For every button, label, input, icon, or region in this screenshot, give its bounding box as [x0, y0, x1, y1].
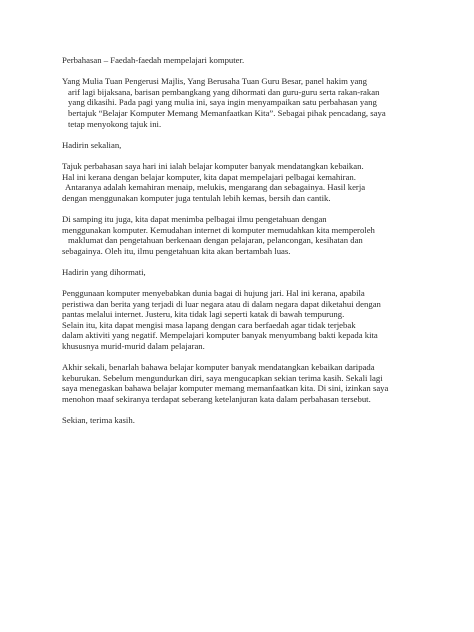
paragraph-line: sebagainya. Oleh itu, ilmu pengetahuan kita akan bertambah luas. [62, 245, 291, 256]
paragraph-line: Hal ini kerana dengan belajar komputer, kita dapat mempelajari pelbagai kemahiran. [62, 171, 356, 182]
paragraph-line: peristiwa dan berita yang terjadi di luar negara atau di dalam negara dapat diketahui dengan [62, 298, 381, 309]
paragraph-line: dengan menggunakan komputer juga tentulah lebih kemas, bersih dan cantik. [62, 192, 331, 203]
paragraph-line: menohon maaf sekiranya terdapat seberang ketelanjuran kata dalam perbahasan tersebut. [62, 394, 371, 404]
paragraph-line: Akhir sekali, benarlah bahawa belajar komputer banyak mendatangkan kebaikan daripada [62, 362, 375, 373]
paragraph-4 [62, 288, 447, 352]
paragraph-line: menggunakan komputer. Kemudahan internet di komputer memudahkan kita memperoleh [62, 224, 375, 235]
paragraph-line: Selain itu, kita dapat mengisi masa lapang dengan cara berfaedah agar tidak terjebak [62, 319, 356, 330]
paragraph-line: bertajuk “Belajar Komputer Memang Memanfaatkan Kita”. Sebagai pihak pencadang, saya [68, 107, 386, 118]
paragraph-line: tetap menyokong tajuk ini. [68, 118, 162, 129]
paragraph-line: Antaranya adalah kemahiran menaip, melukis, mengarang dan sebagainya. Hasil kerja [65, 182, 366, 193]
opening-paragraph [62, 76, 447, 129]
document-title: Perbahasan – Faedah-faedah mempelajari komputer. [62, 55, 245, 65]
paragraph-line: Tajuk perbahasan saya hari ini ialah belajar komputer banyak mendatangkan kebaikan. [62, 160, 364, 171]
paragraph-3 [62, 214, 447, 256]
paragraph-line: maklumat dan pengetahuan berkenaan dengan pelajaran, pelancongan, kesihatan dan [68, 235, 363, 246]
paragraph-line: Yang Mulia Tuan Pengerusi Majlis, Yang Berusaha Tuan Guru Besar, panel hakim yang [62, 76, 367, 87]
closing-line: Sekian, terima kasih. [62, 415, 135, 426]
paragraph-line: pantas melalui internet. Justeru, kita tidak lagi seperti katak di bawah tempurung. [62, 309, 345, 320]
paragraph-2 [62, 161, 447, 203]
paragraph-line: khususnya murid-murid dalam pelajaran. [62, 341, 205, 352]
greeting-2: Hadirin yang dihormati, [62, 266, 146, 277]
paragraph-line: keburukan. Sebelum mengundurkan diri, saya mengucapkan sekian terima kasih. Sekali lagi [62, 372, 383, 383]
paragraph-line: Di samping itu juga, kita dapat menimba pelbagai ilmu pengetahuan dengan [62, 213, 327, 224]
paragraph-line: arif lagi bijaksana, barisan pembangkang yang dihormati dan guru-guru serta rakan-rakan [68, 86, 380, 97]
paragraph-5 [62, 362, 447, 404]
paragraph-line: yang dikasihi. Pada pagi yang mulia ini, saya ingin menyampaikan satu perbahasan yang [68, 97, 377, 108]
greeting-1: Hadirin sekalian, [62, 139, 122, 150]
paragraph-line: saya menegaskan bahawa belajar komputer memang memanfaatkan kita. Di sini, izinkan saya [62, 383, 389, 394]
document-body [62, 55, 447, 436]
paragraph-line: dalam aktiviti yang negatif. Mempelajari komputer banyak menyumbang bakti kepada kita [62, 330, 378, 341]
paragraph-line: Penggunaan komputer menyebabkan dunia bagai di hujung jari. Hal ini kerana, apabila [62, 288, 365, 299]
